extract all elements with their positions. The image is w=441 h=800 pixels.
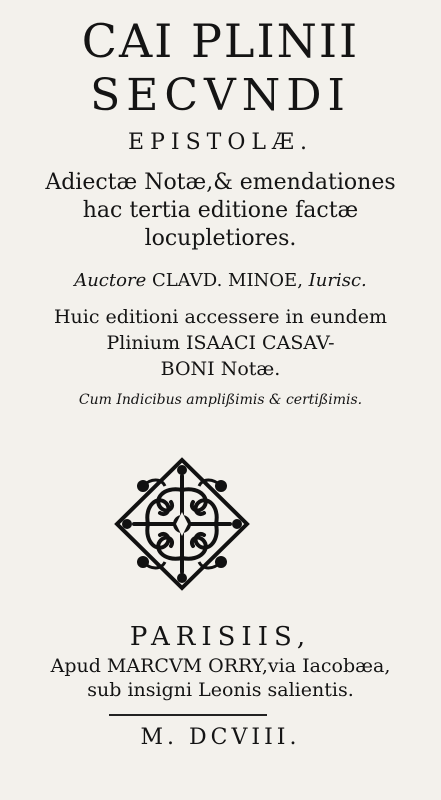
title-line-3: EPISTOLÆ.	[128, 130, 313, 155]
huic-line-2: Plinium ISAACI CASAV-	[106, 332, 335, 354]
publication-year: M. DCVIII.	[140, 725, 301, 750]
imprint-line-3: sub insigni Leonis salientis.	[87, 679, 354, 701]
imprint-line-2: Apud MARCVM ORRY,via Iacobæa,	[50, 655, 391, 677]
title-line-1: CAI PLINII	[81, 14, 360, 68]
author-name: CLAVD. MINOE,	[151, 270, 303, 291]
additions-line-3: locupletiores.	[144, 226, 297, 251]
huic-line-3: BONI Notæ.	[160, 358, 281, 380]
title-line-2: SECVNDI	[90, 70, 351, 121]
author-line	[0, 270, 441, 291]
author-suffix: Iurisc.	[308, 270, 367, 291]
horizontal-rule	[109, 714, 267, 716]
imprint-city: PARISIIS,	[129, 622, 312, 652]
indices-line: Cum Indicibus amplißimis & certißimis.	[78, 392, 363, 408]
additions-line-1: Adiectæ Notæ,& emendationes	[45, 170, 396, 195]
huic-line-1: Huic editioni accessere in eundem	[53, 306, 387, 328]
author-prefix: Auctore	[74, 270, 147, 291]
additions-line-2: hac tertia editione factæ	[82, 198, 359, 223]
fleuron-ornament-icon	[113, 456, 251, 592]
